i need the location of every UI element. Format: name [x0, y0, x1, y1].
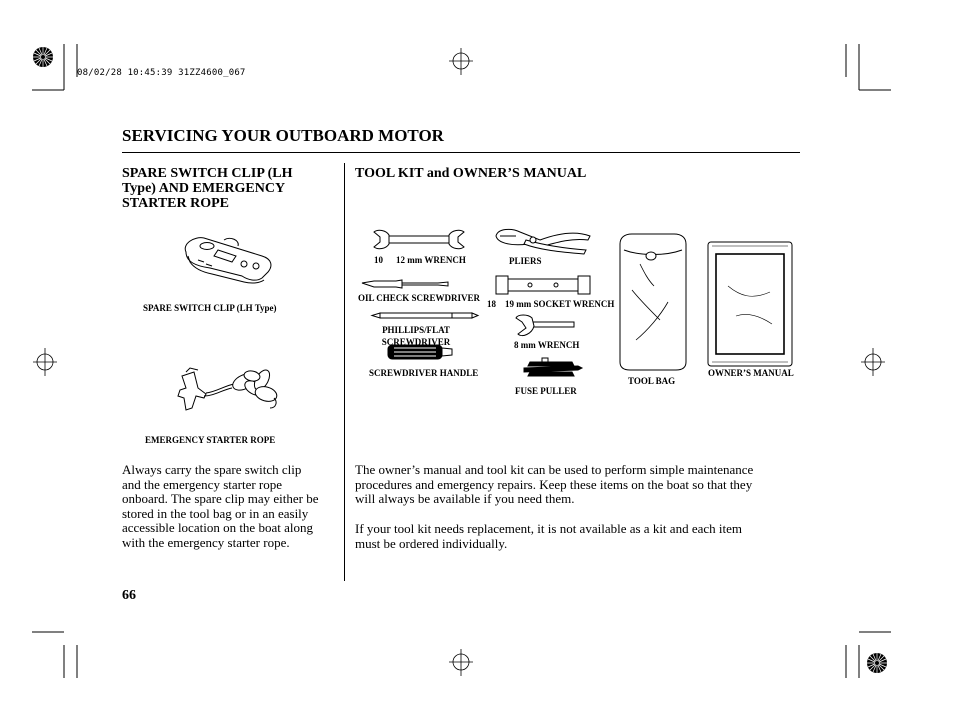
phillips-screwdriver-caption — [370, 324, 462, 348]
right-body-paragraph-2 — [355, 522, 742, 551]
fuse-puller-illustration — [524, 358, 582, 376]
body-line: onboard. The spare clip may either be — [122, 491, 319, 507]
page-number: 66 — [122, 588, 136, 603]
caption-line: PHILLIPS/FLAT — [382, 325, 450, 335]
body-line: with the emergency starter rope. — [122, 534, 290, 550]
caption-line: SCREWDRIVER — [381, 337, 451, 347]
body-line: The owner’s manual and tool kit can be used to perform simple maintenance — [355, 462, 754, 477]
socket-wrench-size-caption: 18 — [487, 299, 496, 309]
oil-check-screwdriver-illustration — [362, 280, 448, 288]
screwdriver-handle-caption: SCREWDRIVER HANDLE — [369, 368, 479, 378]
print-stamp: 08/02/28 10:45:39 31ZZ4600_067 — [77, 68, 246, 78]
right-heading: TOOL KIT and OWNER’S MANUAL — [355, 166, 587, 181]
socket-wrench-caption: 19 mm SOCKET WRENCH — [505, 299, 615, 309]
page-title: SERVICING YOUR OUTBOARD MOTOR — [122, 126, 444, 145]
tool-bag-caption: TOOL BAG — [628, 376, 676, 386]
pliers-illustration — [496, 229, 590, 254]
socket-wrench-illustration — [496, 276, 590, 294]
left-heading-line: SPARE SWITCH CLIP (LH — [122, 166, 293, 181]
body-line: procedures and emergency repairs. Keep these items on the boat so that they — [355, 476, 753, 492]
pliers-caption: PLIERS — [509, 256, 542, 266]
body-line: accessible location on the boat along — [122, 520, 313, 536]
body-line: and the emergency starter rope — [122, 476, 283, 492]
wrench-8mm-caption: 8 mm WRENCH — [514, 340, 580, 350]
left-heading-line: STARTER ROPE — [122, 196, 229, 211]
body-line: Always carry the spare switch clip — [122, 462, 302, 477]
body-line: stored in the tool bag or in an easily — [122, 505, 309, 521]
wrench-12mm-caption: 12 mm WRENCH — [396, 255, 466, 265]
left-heading-line: Type) AND EMERGENCY — [122, 181, 286, 196]
phillips-flat-screwdriver-illustration — [372, 313, 478, 318]
fuse-puller-caption: FUSE PULLER — [515, 386, 577, 396]
body-line: must be ordered individually. — [355, 535, 508, 551]
owners-manual-illustration — [708, 242, 792, 366]
oil-check-screwdriver-caption: OIL CHECK SCREWDRIVER — [358, 293, 481, 303]
right-body-paragraph-1 — [355, 463, 753, 507]
wrench-12mm-illustration — [374, 230, 464, 248]
spare-switch-clip-caption: SPARE SWITCH CLIP (LH Type) — [143, 303, 277, 313]
emergency-starter-rope-caption: EMERGENCY STARTER ROPE — [145, 435, 276, 445]
owners-manual-caption: OWNER’S MANUAL — [708, 368, 794, 378]
body-line: If your tool kit needs replacement, it is not available as a kit and each item — [355, 521, 742, 536]
tool-bag-illustration — [620, 234, 686, 370]
body-line: will always be available if you need them. — [355, 491, 575, 507]
wrench-8mm-illustration — [516, 315, 574, 336]
wrench-12mm-size-caption: 10 — [374, 255, 383, 265]
